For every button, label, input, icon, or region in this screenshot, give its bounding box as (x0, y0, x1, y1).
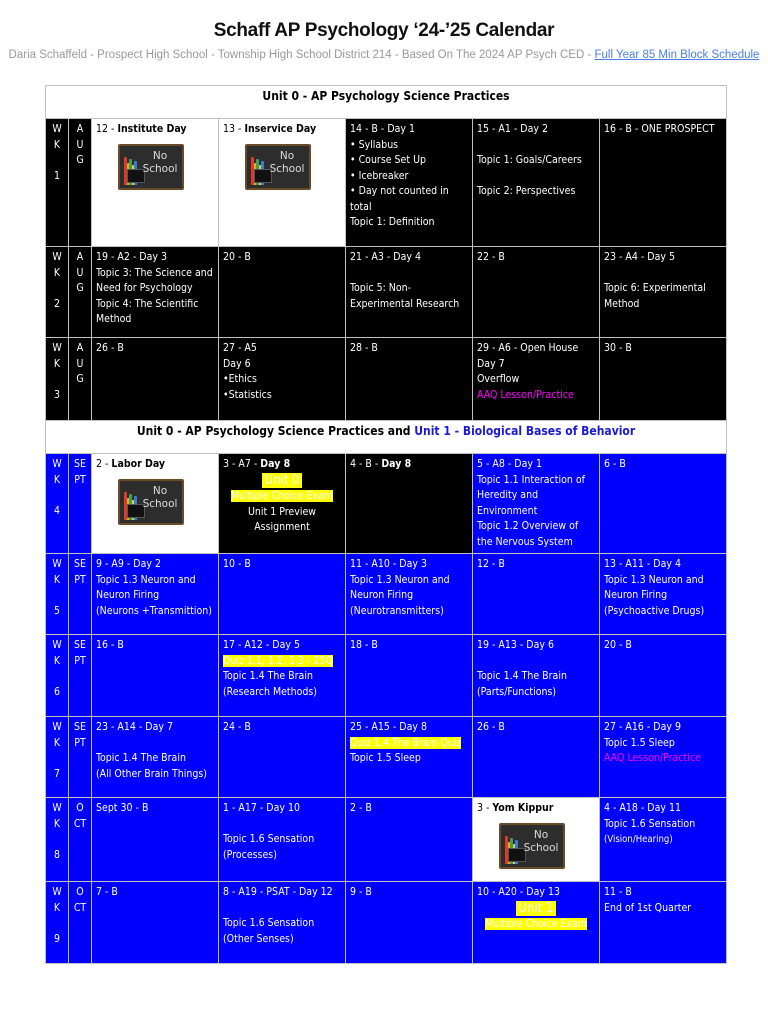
month-letter: A (76, 251, 84, 263)
day-line: (Processes) (223, 848, 277, 861)
week-letter: W (52, 458, 62, 470)
month-label-cell (69, 247, 92, 338)
week-number: 3 (53, 388, 60, 401)
spacer (50, 372, 64, 388)
week-letter: W (52, 721, 62, 733)
day-line: Topic 1.4 The Brain (96, 752, 186, 764)
day-line (223, 901, 341, 917)
day-line (350, 266, 468, 282)
unit-highlight: Unit 1 (516, 901, 557, 917)
day-line (477, 169, 595, 185)
day-date: 12 - Institute Day (96, 123, 187, 135)
month-letter: PT (74, 473, 86, 486)
day-event: Yom Kippur (492, 802, 554, 814)
unit-header-cell (46, 86, 727, 119)
day-line: Topic 1.4 The Brain (477, 670, 567, 682)
day-line: Topic 1: Goals/Careers (477, 154, 582, 166)
week-letter: W (52, 251, 62, 263)
day-line: • Day not counted in total (350, 185, 449, 213)
month-letter: A (76, 342, 84, 354)
unit0-header-text: Unit 0 - AP Psychology Science Practices (262, 89, 510, 103)
week-row-1 (46, 119, 727, 247)
day-cell (92, 635, 219, 717)
unit-exam-line (223, 473, 341, 490)
day-date: 19 - A2 - Day 3 (96, 251, 167, 263)
day-date: 9 - B (350, 886, 372, 898)
day-cell (473, 247, 600, 338)
day-line (604, 266, 722, 282)
day-cell (92, 454, 219, 554)
day-cell (346, 338, 473, 421)
week-row-5 (46, 554, 727, 635)
week-label-cell (46, 635, 69, 717)
day-date: 15 - A1 - Day 2 (477, 123, 548, 135)
unit1-part: Unit 1 - Biological Bases of Behavior (414, 424, 636, 438)
day-line: Topic 1.6 Sensation (604, 817, 696, 830)
unit-header-cell (46, 421, 727, 454)
week-number: 7 (53, 767, 60, 780)
month-letter: G (76, 154, 84, 166)
day-cell (219, 119, 346, 247)
day-line: (Research Methods) (223, 685, 317, 698)
day-date: 9 - A9 - Day 2 (96, 558, 161, 570)
day-line (96, 736, 214, 752)
day-number: Day 8 (260, 458, 291, 470)
day-date: 19 - A13 - Day 6 (477, 639, 554, 651)
week-letter: K (53, 573, 61, 586)
spacer (50, 916, 64, 932)
day-date: 4 - A18 - Day 11 (604, 802, 681, 814)
day-cell (600, 554, 727, 635)
day-line: Topic 1.6 Sensation (223, 917, 315, 929)
month-letter: SE (74, 639, 86, 651)
day-date: 3 - Yom Kippur (477, 802, 554, 814)
day-date: 28 - B (350, 342, 378, 354)
month-letter: PT (74, 736, 86, 749)
day-line: (Vision/Hearing) (604, 834, 673, 845)
week-letter: W (52, 802, 62, 814)
month-letter: G (76, 282, 84, 294)
day-date: 16 - B (96, 639, 124, 651)
day-date: 29 - A6 - Open House (477, 342, 579, 354)
day-date: 13 - Inservice Day (223, 123, 317, 135)
day-line: • Course Set Up (350, 154, 426, 166)
day-event: Inservice Day (244, 123, 317, 135)
week-number: 1 (53, 169, 60, 182)
day-cell (600, 717, 727, 798)
week-letter: W (52, 342, 62, 354)
week-number: 5 (53, 604, 60, 617)
day-cell (219, 882, 346, 964)
day-date: 14 - B - Day 1 (350, 123, 415, 135)
day-cell (600, 338, 727, 421)
day-cell (346, 119, 473, 247)
day-date: 26 - B (96, 342, 124, 354)
month-letter: O (76, 802, 84, 814)
day-line: • Icebreaker (350, 169, 409, 182)
week-row-6 (46, 635, 727, 717)
day-line: Topic 1.5 Sleep (350, 752, 421, 764)
day-date: 26 - B (477, 721, 505, 733)
day-line: Day 7 (477, 357, 505, 370)
day-cell (473, 635, 600, 717)
day-date: 30 - B (604, 342, 632, 354)
day-line: •Statistics (223, 388, 272, 401)
week-letter: K (53, 138, 61, 151)
quiz-highlight: Quiz 1.4 The Brain Quiz (350, 736, 462, 749)
day-line: (Neurotransmitters) (350, 604, 444, 617)
day-date: 2 - B (350, 802, 372, 814)
week-letter: K (53, 654, 61, 667)
day-cell (219, 247, 346, 338)
day-date: 24 - B (223, 721, 251, 733)
day-date: 22 - B (477, 251, 505, 263)
day-date: 7 - B (96, 886, 118, 898)
day-line: Overflow (477, 373, 520, 385)
day-line: Unit 1 Preview Assignment (248, 505, 316, 533)
week-letter: W (52, 558, 62, 570)
aaq-practice-line: AAQ Lesson/Practice (477, 388, 574, 401)
week-row-2 (46, 247, 727, 338)
day-cell (346, 798, 473, 882)
week-number: 2 (53, 297, 60, 310)
exam-highlight: Multiple Choice Exam (230, 490, 334, 502)
day-cell (92, 119, 219, 247)
spacer (50, 281, 64, 297)
month-letter: G (76, 373, 84, 385)
day-date: 8 - A19 - PSAT - Day 12 (223, 886, 333, 898)
day-cell (600, 119, 727, 247)
day-date: 17 - A12 - Day 5 (223, 639, 300, 651)
subtitle-text: Daria Schaffeld - Prospect High School - Township High School District 214 - Based On The 2024 AP Psych CED - (8, 49, 595, 61)
week-label-cell (46, 247, 69, 338)
day-line: Topic 1.3 Neuron and Neuron Firing (96, 573, 196, 601)
day-cell (473, 554, 600, 635)
exam-highlight: Multiple Choice Exam (484, 918, 588, 930)
day-cell (600, 247, 727, 338)
week-label-cell (46, 798, 69, 882)
week-label-cell (46, 454, 69, 554)
week-number: 6 (53, 685, 60, 698)
month-letter: PT (74, 573, 86, 586)
day-line: (Psychoactive Drugs) (604, 604, 705, 617)
day-line: (Parts/Functions) (477, 685, 557, 698)
day-line (477, 654, 595, 670)
day-date: 2 - Labor Day (96, 458, 166, 470)
week-letter: W (52, 886, 62, 898)
week-letter: K (53, 266, 61, 279)
day-date: 11 - A10 - Day 3 (350, 558, 427, 570)
day-cell (600, 635, 727, 717)
week-number: 4 (53, 504, 60, 517)
day-line: •Ethics (223, 373, 257, 385)
week-letter: K (53, 473, 61, 486)
day-cell (600, 454, 727, 554)
month-label-cell (69, 798, 92, 882)
day-line: Topic 3: The Science and Need for Psychology (96, 266, 213, 294)
no-school-text: No School (269, 149, 305, 175)
day-date: 3 - A7 - Day 8 (223, 458, 291, 470)
no-school-chalkboard-icon (118, 144, 184, 190)
day-date: 18 - B (350, 639, 378, 651)
day-number: Day 8 (381, 458, 412, 470)
week-row-3 (46, 338, 727, 421)
day-line: Topic 1.3 Neuron and Neuron Firing (350, 573, 450, 601)
unit-exam-line (477, 901, 595, 918)
day-date: 20 - B (604, 639, 632, 651)
no-school-text: No School (523, 828, 559, 854)
day-cell (219, 554, 346, 635)
day-date: 5 - A8 - Day 1 (477, 458, 542, 470)
day-cell (219, 798, 346, 882)
day-date: 21 - A3 - Day 4 (350, 251, 421, 263)
day-date: 12 - B (477, 558, 505, 570)
day-line: Topic 1.4 The Brain (223, 670, 313, 682)
day-line (477, 138, 595, 154)
week-number: 8 (53, 848, 60, 861)
day-cell (346, 454, 473, 554)
day-event: Institute Day (117, 123, 187, 135)
month-letter: U (76, 138, 84, 151)
day-line: Topic 6: Experimental Method (604, 282, 706, 310)
pencil-cup-icon (124, 155, 138, 185)
exam-line (477, 917, 595, 933)
month-label-cell (69, 554, 92, 635)
no-school-chalkboard-icon (499, 823, 565, 869)
day-cell (219, 338, 346, 421)
spacer (50, 488, 64, 504)
day-line: Topic 1.3 Neuron and Neuron Firing (604, 573, 704, 601)
month-label-cell (69, 119, 92, 247)
day-date: 11 - B (604, 886, 632, 898)
day-line: (Neurons +Transmittion) (96, 604, 212, 617)
week-label-cell (46, 882, 69, 964)
day-cell (473, 882, 600, 964)
week-label-cell (46, 119, 69, 247)
month-label-cell (69, 338, 92, 421)
pencil-cup-icon (505, 834, 519, 864)
day-cell (346, 635, 473, 717)
day-cell (92, 882, 219, 964)
day-line: Day 6 (223, 357, 251, 370)
day-line: (All Other Brain Things) (96, 767, 207, 780)
exam-line (223, 489, 341, 505)
month-label-cell (69, 635, 92, 717)
spacer (50, 153, 64, 169)
unit-header-row (46, 86, 727, 119)
day-cell (473, 119, 600, 247)
day-cell (473, 798, 600, 882)
day-cell (346, 247, 473, 338)
unit-header-row (46, 421, 727, 454)
day-date: 27 - A5 (223, 342, 257, 354)
unit01-header-text (137, 424, 635, 438)
day-line: (Other Senses) (223, 932, 294, 945)
page-subtitle (0, 49, 768, 61)
month-letter: A (76, 123, 84, 135)
day-cell (473, 717, 600, 798)
page-title: Schaff AP Psychology ‘24-’25 Calendar (213, 20, 555, 41)
spacer (50, 751, 64, 767)
day-cell (92, 338, 219, 421)
quiz-line (350, 736, 468, 752)
day-cell (92, 554, 219, 635)
no-school-text: No School (142, 149, 178, 175)
week-row-7 (46, 717, 727, 798)
month-label-cell (69, 717, 92, 798)
no-school-chalkboard-icon (118, 479, 184, 525)
week-letter: K (53, 901, 61, 914)
day-date: 13 - A11 - Day 4 (604, 558, 681, 570)
day-line: Topic 1.6 Sensation (223, 833, 315, 845)
day-date: 25 - A15 - Day 8 (350, 721, 427, 733)
week-letter: W (52, 123, 62, 135)
day-cell (600, 798, 727, 882)
day-line: Topic 1.2 Overview of the Nervous System (477, 520, 579, 548)
day-cell (219, 717, 346, 798)
day-line: Topic 1: Definition (350, 216, 435, 228)
week-label-cell (46, 717, 69, 798)
unit0-part: Unit 0 - AP Psychology Science Practices and (136, 424, 415, 438)
month-letter: CT (73, 901, 87, 914)
day-line: Topic 5: Non-Experimental Research (350, 282, 460, 310)
month-letter: PT (74, 654, 86, 667)
day-cell (600, 882, 727, 964)
day-cell (219, 454, 346, 554)
week-label-cell (46, 338, 69, 421)
day-cell (346, 717, 473, 798)
day-cell (346, 882, 473, 964)
pencil-cup-icon (124, 490, 138, 520)
month-label-cell (69, 454, 92, 554)
day-cell (92, 717, 219, 798)
day-event: Labor Day (111, 458, 166, 470)
day-line: Topic 1.1 Interaction of Heredity and Environment (477, 473, 585, 517)
day-line: Topic 4: The Scientific Method (96, 297, 199, 325)
spacer (50, 588, 64, 604)
day-date: 6 - B (604, 458, 626, 470)
day-date: 10 - A20 - Day 13 (477, 886, 560, 898)
pencil-cup-icon (251, 155, 265, 185)
month-letter: U (76, 266, 84, 279)
day-date: 27 - A16 - Day 9 (604, 721, 681, 733)
day-line: Topic 2: Perspectives (477, 185, 576, 197)
day-cell (473, 454, 600, 554)
unit-highlight: Unit 0 (262, 473, 303, 489)
week-letter: K (53, 817, 61, 830)
week-row-8 (46, 798, 727, 882)
week-row-9 (46, 882, 727, 964)
month-label-cell (69, 882, 92, 964)
day-date: 23 - A4 - Day 5 (604, 251, 675, 263)
week-label-cell (46, 554, 69, 635)
day-cell (92, 247, 219, 338)
aaq-practice-line: AAQ Lesson/Practice (604, 752, 701, 764)
day-date: 1 - A17 - Day 10 (223, 802, 300, 814)
week-letter: K (53, 357, 61, 370)
day-cell (219, 635, 346, 717)
day-cell (473, 338, 600, 421)
day-date: 4 - B - Day 8 (350, 458, 412, 470)
day-date: 10 - B (223, 558, 251, 570)
spacer (50, 832, 64, 848)
month-letter: CT (73, 817, 87, 830)
month-letter: SE (74, 458, 86, 470)
week-number: 9 (53, 932, 60, 945)
day-date: 23 - A14 - Day 7 (96, 721, 173, 733)
week-letter: K (53, 736, 61, 749)
block-schedule-link[interactable]: Full Year 85 Min Block Schedule (594, 49, 760, 61)
day-date: 16 - B - ONE PROSPECT (604, 123, 715, 135)
month-letter: SE (74, 558, 86, 570)
month-letter: U (76, 357, 84, 370)
quiz-highlight: Quiz 1.1, 1.2, 1.3 - 25Q (223, 654, 333, 667)
day-date: 20 - B (223, 251, 251, 263)
calendar-table (45, 85, 727, 964)
no-school-text: No School (142, 484, 178, 510)
day-line: End of 1st Quarter (604, 901, 692, 914)
month-letter: O (76, 886, 84, 898)
no-school-chalkboard-icon (245, 144, 311, 190)
day-date: Sept 30 - B (96, 802, 149, 814)
week-row-4 (46, 454, 727, 554)
day-line (223, 817, 341, 833)
month-letter: SE (74, 721, 86, 733)
quiz-line (223, 654, 341, 670)
day-cell (346, 554, 473, 635)
spacer (50, 669, 64, 685)
day-line: Topic 1.5 Sleep (604, 736, 675, 749)
week-letter: W (52, 639, 62, 651)
day-line: • Syllabus (350, 138, 399, 151)
day-cell (92, 798, 219, 882)
